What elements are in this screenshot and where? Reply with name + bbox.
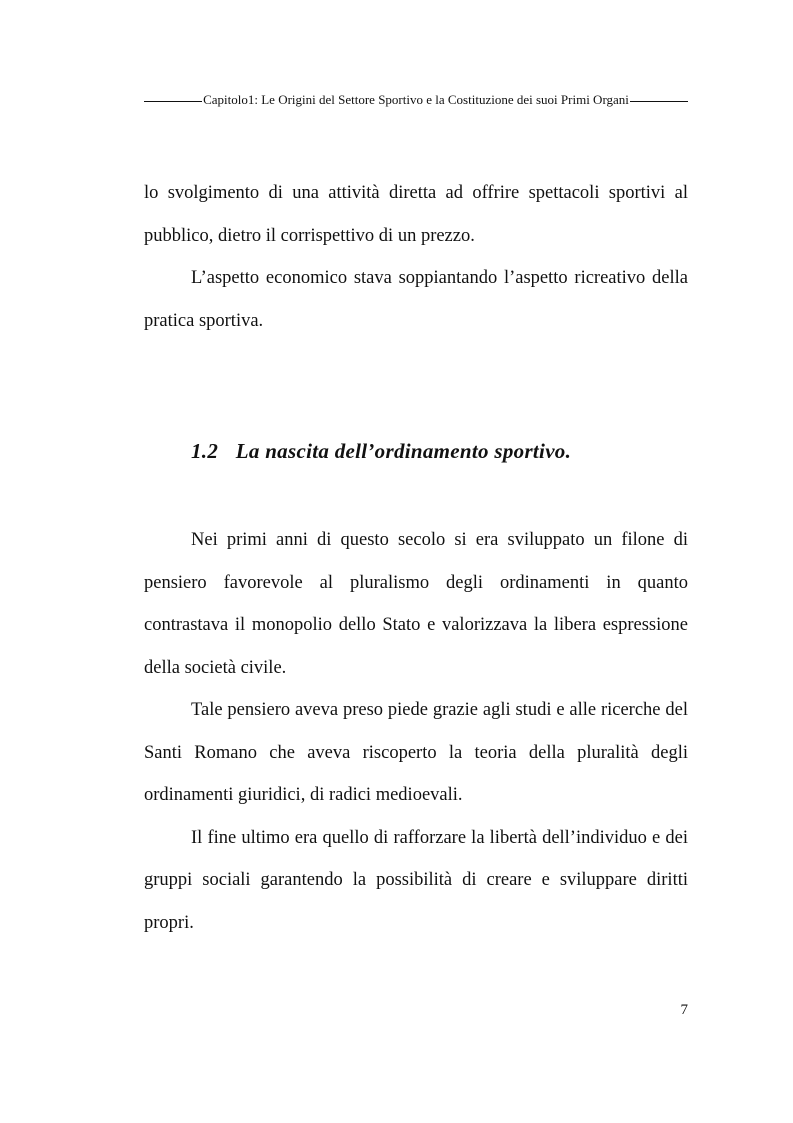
paragraph: lo svolgimento di una attività diretta ad offrire spettacoli sportivi al pubblico, dietro il corrispettivo di un prezzo.	[144, 183, 688, 246]
paragraph: Nei primi anni di questo secolo si era sviluppato un filone di pensiero favorevole al pluralismo degli ordinamenti in quanto contrastava il monopolio dello Stato e valorizzava la libera espressione della società civile.	[144, 530, 688, 678]
paragraph: Il fine ultimo era quello di rafforzare la libertà dell’individuo e dei gruppi sociali garantendo la possibilità di creare e sviluppare diritti propri.	[144, 827, 688, 933]
section-text	[144, 519, 688, 944]
header-rule-right	[630, 101, 688, 102]
paragraph: Tale pensiero aveva preso piede grazie agli studi e alle ricerche del Santi Romano che aveva riscoperto la teoria della pluralità degli ordinamenti giuridici, di radici medioevali.	[144, 700, 688, 805]
paragraph: L’aspetto economico stava soppiantando l’aspetto ricreativo della pratica sportiva.	[144, 268, 688, 331]
running-title: Capitolo1: Le Origini del Settore Sportivo e la Costituzione dei suoi Primi Organi	[203, 92, 629, 107]
running-header	[144, 90, 688, 110]
header-rule-left	[144, 101, 202, 102]
intro-text	[144, 172, 688, 342]
page-number: 7	[680, 1002, 688, 1018]
section-number: 1.2	[191, 439, 219, 463]
section-title: La nascita dell’ordinamento sportivo.	[235, 439, 572, 463]
section-heading	[191, 433, 571, 469]
